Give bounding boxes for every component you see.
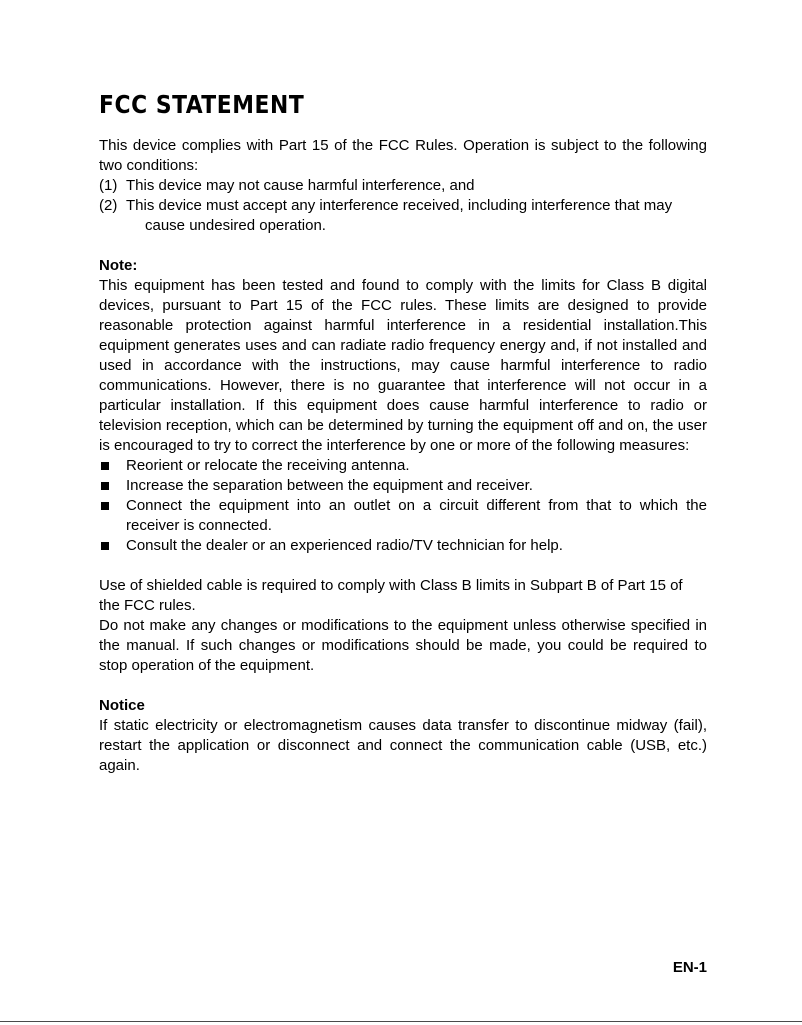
square-bullet-icon <box>101 482 109 490</box>
modifications-paragraph: Do not make any changes or modifications to the equipment unless otherwise specified in the manual. If such changes or modifications should be made, you could be required to stop operation of the equipment. <box>99 617 707 674</box>
page-footer: EN-1 <box>672 959 707 976</box>
note-heading: Note: <box>99 257 138 274</box>
page-bottom-rule <box>0 1021 802 1022</box>
list-item <box>99 536 707 556</box>
note-paragraph: This equipment has been tested and found to comply with the limits for Class B digital devices, pursuant to Part 15 of the FCC rules. These limits are designed to provide reasonable protection against harmful interference in a residential installation.This equipment generates uses and can radiate radio frequency energy and, if not installed and used in accordance with the instructions, may cause harmful interference to radio communications. However, there is no guarantee that interference will not occur in a particular installation. If this equipment does cause harmful interference to radio or television reception, which can be determined by turning the equipment off and on, the user is encouraged to try to correct the interference by one or more of the following measures: <box>99 277 707 454</box>
section-spacer-2 <box>99 556 707 576</box>
list-item <box>99 496 707 536</box>
condition-item-2 <box>99 196 707 236</box>
measure-text-3: Connect the equipment into an outlet on a circuit different from that to which the receiver is connected. <box>126 497 707 534</box>
list-item <box>99 476 707 496</box>
square-bullet-icon <box>101 502 109 510</box>
condition-marker-2: (2) <box>99 197 118 214</box>
condition-item-1 <box>99 176 707 196</box>
intro-paragraph: This device complies with Part 15 of the FCC Rules. Operation is subject to the following two conditions: <box>99 137 707 174</box>
section-spacer-3 <box>99 676 707 696</box>
measure-text-1: Reorient or relocate the receiving antenna. <box>126 457 410 474</box>
square-bullet-icon <box>101 462 109 470</box>
document-content <box>99 90 707 776</box>
section-spacer-1 <box>99 236 707 256</box>
condition-text-1: This device may not cause harmful interference, and <box>126 177 475 194</box>
condition-text-2: This device must accept any interference received, including interference that may cause undesired operation. <box>126 197 673 234</box>
notice-paragraph: If static electricity or electromagnetism causes data transfer to discontinue midway (fail), restart the application or disconnect and connect the communication cable (USB, etc.) again. <box>99 717 707 774</box>
list-item <box>99 456 707 476</box>
shielded-cable-paragraph: Use of shielded cable is required to comply with Class B limits in Subpart B of Part 15 of the FCC rules. <box>99 577 683 614</box>
square-bullet-icon <box>101 542 109 550</box>
measures-list <box>99 456 707 556</box>
page-title: FCC STATEMENT <box>99 90 305 119</box>
condition-marker-1: (1) <box>99 177 118 194</box>
notice-heading: Notice <box>99 697 145 714</box>
measure-text-2: Increase the separation between the equipment and receiver. <box>126 477 533 494</box>
measure-text-4: Consult the dealer or an experienced radio/TV technician for help. <box>126 537 563 554</box>
